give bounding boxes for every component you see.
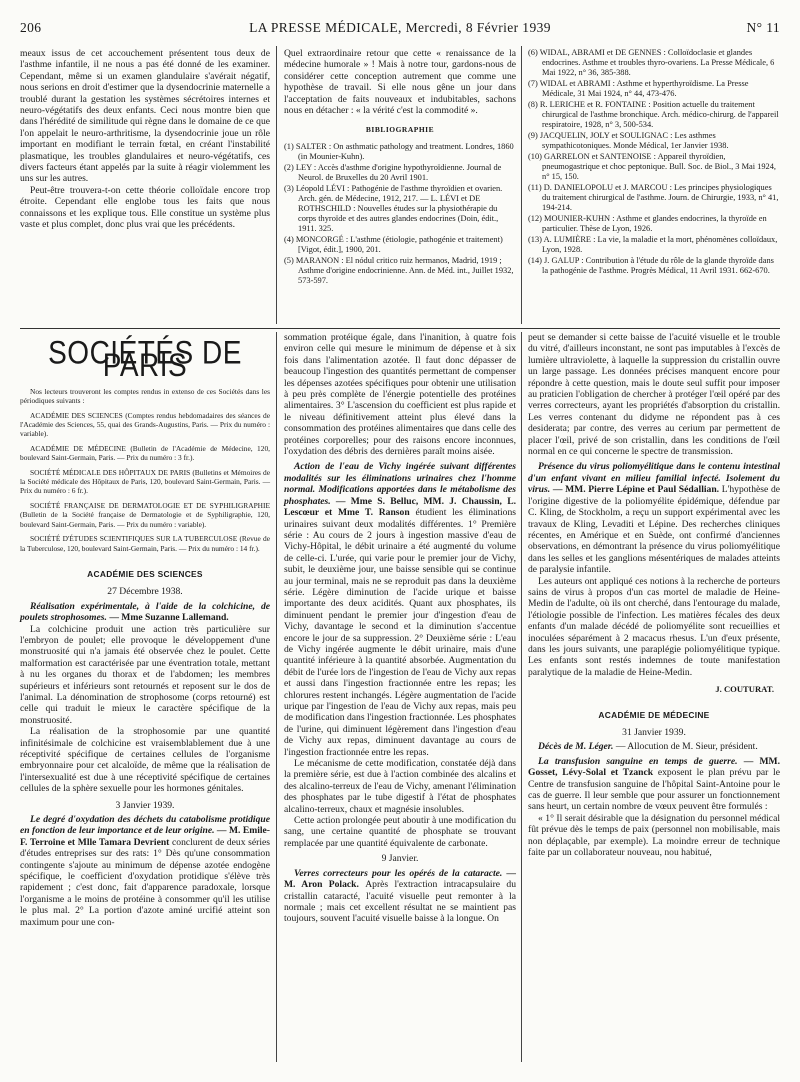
bibliography-title: BIBLIOGRAPHIE [365,125,435,135]
article-author: — MM. Gosset, Lévy-Solal et Tzanck [528,755,780,779]
article-title: Le degré d'oxydation des déchets du catabolisme protidique en fonction de leur importance et de leur origine. [20,814,270,837]
paragraph: Quel extraordinaire retour que cette « renaissance de la médecine humorale » ! Mais à notre tour, gardons-nous de considérer cette conception autrement que comme une hypothèse de travail. Si elle nous gêne un jour dans l'acceptation de faits nouveaux et indubitables, sachons nous en détacher : « la vérité c'est la commodité ». [284,48,516,117]
top-col-3 [528,48,780,277]
society-entry: SOCIÉTÉ FRANÇAISE DE DERMATOLOGIE ET DE SYPHILIGRAPHIE (Bulletin de la Société française de Dermatologie et de Syphiligraphie, 120, boulevard Saint-Germain, Paris. — Prix du numéro : variable). [20,500,270,529]
article-author: — Mme Suzanne Lallemand. [109,612,229,624]
bib-entry: (10) GARRELON et SANTENOISE : Appareil thyroïdien, pneumogastrique et choc peptonique. Bull. Soc. de Biol., 3 Mai 1924, n° 15, 150. [528,152,776,181]
paragraph: « 1° Il serait désirable que la désignation du personnel médical fût prévue dès le temps de paix (personnel non mobilisable, mais non déplaçable, par exemple). La moindre erreur de technique faite par un collaborateur nouveau, nou habitué, [528,812,780,859]
bib-entry: (5) MARANON : El nódul critico ruiz hermanos, Madrid, 1919 ; Asthme d'origine endocrinienne. Ann. de Méd. int., Juillet 1932, 573-597. [284,255,514,285]
article-body: conclurent de deux séries d'études entreprises sur des rats: 1° Dès qu'une consommation contingente s'ajoute au minimum de dépense azotée endogène spécifique, le coefficient d'oxydation protidique s'élève très rapidement ; c'est donc, fait d'apparence paradoxale, lorsque l'organisme a le moins de protéine à consommer qu'il les utilise le plus mal. 2° La portion d'azote aminé urcifié atteint son maximum pour une con- [20,836,270,928]
paragraph: peut se demander si cette baisse de l'acuité visuelle et le trouble du vitré, d'ailleurs inconstant, ne sont pas imputables à l'excès de lumière ultraviolette, à laquelle la suppression du cristallin ouvre un large passage. Les données précises manquent encore pour répondre à cette question, mais le doute seul suffit pour imposer au praticien l'obligation de chercher à protéger l'œil opéré par des verres correcteurs, ayant les propriétés d'absorption du cristallin. Les verres contenant du didyme ne répondent pas à ces desiderata; par contre, des verres au cerium par permettent de placer l'œil, privé de son cristallin, dans les conditions de l'œil normal en ce qui concerne le spectre de transmission. [528,332,780,458]
paragraph: Peut-être trouvera-t-on cette théorie colloïdale encore trop étroite. Cependant elle englobe tous les faits que nous connaissons et les explique tous. Elle constitue un système plus vaste et plus complet, donc plus vrai que les précédents. [20,184,270,231]
section-divider [20,328,780,329]
article-title: La transfusion sanguine en temps de guerre. [538,755,738,767]
session-date: 31 Janvier 1939. [622,727,686,738]
article-body: étudient les éliminations urinaires suivant deux modalités différentes. 1° Première série : Au cours de 2 jours à ingestion massive d'eau de Vichy-Hôpital, le débit urinaire a été augmenté du volume de celle-ci. L'urée, qui varie pour le premier jour de Vichy, subit, le deuxième jour, une baisse sensible qui se continue au jour terminal, mais ne se reproduit pas dans la deuxième série. Légère diminution de l'acide urique et baisse importante des deux acidités. Quant aux phosphates, ils diminuent pendant le premier jour d'ingestion d'eau de Vichy, davantage le second et la diminution s'accentue encore le jour de sa suppression. 2° Deuxième série : L'eau de Vichy ingérée augmente le débit urinaire, mais d'une quantité inférieure à la quantité absorbée. Augmentation du débit de l'urée lors de l'ingestion de l'eau de Vichy aux repas et aussi dans l'ingestion fractionnée entre les repas; les chlorures restent inchangés. Légère augmentation de l'acide urique par l'ingestion de l'eau de Vichy aux repas, mais peu de modification dans l'ingestion fractionnée. Les phosphates de l'urine, qui diminuent légèrement dans l'ingestion d'eau de Vichy aux repas, diminuent davantage au cours de l'ingestion fractionnée entre les repas. [284,507,517,758]
article-title: Présence du virus poliomyélitique dans le contenu intestinal d'un enfant vivant en milieu familial infecté. Isolement du virus. [528,461,780,496]
section-heading: ACADÉMIE DE MÉDECINE [598,709,710,720]
society-entry: ACADÉMIE DES SCIENCES (Comptes rendus hebdomadaires des séances de l'Académie des Sciences, 55, quai des Grands-Augustins, Paris. — Prix du numéro : variable). [20,410,270,439]
section-title: SOCIÉTÉS DE PARIS [48,334,242,384]
column-divider [276,46,277,324]
column-divider [521,46,522,324]
paragraph: La réalisation de la strophosomie par une quantité infinitésimale de colchicine est vraisemblablement due à une réceptivité spécifique de certaines cellules de l'organisme embryonnaire pour cet alcaloïde, de même que la réalisation de l'intersexualité est due à une réceptivité spécifique de certaines cellules de la sphère sexuelle pour les hormones génitales. [20,726,270,795]
article-body: Après l'extraction intracapsulaire du cristallin cataracté, l'acuité visuelle peut remonter à la normale ; mais cet excellent résultat ne se maintient pas toujours, souvent l'acuité visuelle baisse à la longue. On [284,879,516,925]
society-entry: ACADÉMIE DE MÉDECINE (Bulletin de l'Académie de Médecine, 120, boulevard Saint-Germain, Paris. — Prix du numéro : 3 fr.). [20,443,270,463]
session-date: 27 Décembre 1938. [107,586,183,598]
article-author: — M. Emile-F. Terroine et Mlle Tamara Devrient [20,825,270,848]
paragraph: sommation protéique égale, dans l'inanition, à quatre fois environ celle qui mesure le minimum de dépense et à six fois dans l'alimentation azotée. Il faut donc dépasser de beaucoup l'ingestion des quantités permettant de compenser les dépenses azotées spécifiques pour obtenir une utilisation à peu près complète de l'énergie potentielle des protéines alimentaires. 3° L'ascension du coefficient est plus rapide et le niveau définitivement atteint plus élevé dans la consommation des protéines alimentaires que dans celle des protéines corporelles; pour des raisons encore inconnues, l'oxydation des débris des dernières paraît moins aisée. [284,332,516,458]
article-body: — Allocution de M. Sieur, président. [615,741,758,753]
page-number: 206 [20,20,42,35]
bib-entry: (4) MONCORGÉ : L'asthme (étiologie, pathogénie et traitement) [Vigot, édit.], 1900, 201. [284,234,503,254]
bib-entry: (9) JACQUELIN, JOLY et SOULIGNAC : Les asthmes sympathicotoniques. Monde Médical, 1er Janvier 1938. [528,131,729,150]
bottom-col-2 [284,332,516,925]
journal-title: LA PRESSE MÉDICALE, Mercredi, 8 Février 1939 [249,20,551,35]
article-title: Action de l'eau de Vichy ingérée suivant différentes modalités sur les éliminations urinaires chez l'homme normal. Modifications apportées dans le métabolisme des phosphates. [284,461,516,507]
column-divider [521,332,522,1062]
article-title: Verres correcteurs pour les opérés de la cataracte. [294,867,503,879]
section-heading: ACADÉMIE DES SCIENCES [87,568,203,579]
article-author: — Mme S. Belluc, MM. J. Chaussin, L. Lescœur et Mme T. Ranson [284,495,516,519]
bib-entry: (14) J. GALUP : Contribution à l'étude du rôle de la glande thyroïde dans la pathogénie de l'asthme. Progrès Médical, 11 Avril 1931. 662-670. [528,256,774,275]
bottom-col-3 [528,332,780,858]
bib-entry: (13) A. LUMIÈRE : La vie, la maladie et la mort, phénomènes colloïdaux, Lyon, 1928. [528,235,778,254]
paragraph: La colchicine produit une action très particulière sur l'embryon de poulet; elle provoque le développement d'une monstruosité qui n'a jamais été observée chez le poulet. Cette malformation est caractérisée par une éventration totale, mettant à nu les organes du thorax et de l'abdomen; les membres supérieurs et inférieurs sont retournés et reposent sur le dos de l'animal. La dénomination de strophosome (corps retourné) est celle qui traduit le mieux le caractère spécifique de la monstruosité. [20,623,270,726]
bib-entry: (7) WIDAL et ABRAMI : Asthme et hyperthyroïdisme. La Presse Médicale, 31 Mai 1924, n° 44, 473-476. [528,79,749,98]
paragraph: meaux issus de cet accouchement présentent tous deux de l'asthme infantile, il ne nous a pas été donné de les examiner. Cependant, même si un examen glandulaire s'avérait négatif, nous serions en droit d'estimer que la dysendocrinie maternelle a troublé durant la gestation les systèmes sécrétoires internes et neuro-végétatifs des deux enfants. Ceci nous montre bien que dans l'hérédité de similitude qui règne dans le domaine de ce que l'on appelait le neuro-arthritisme, la dysendocrinie joue un rôle important en modifiant le terrain fœtal, en créant l'instabilité plasmatique, les troubles glandulaires et neuro-végétatifs, ces divers facteurs étant appelés par la suite à réagir violemment les uns sur les autres. [20,48,270,185]
article-title: Décès de M. Léger. [538,741,614,753]
bib-entry: (8) R. LERICHE et R. FONTAINE : Position actuelle du traitement chirurgical de l'asthme bronchique. Arch. médico-chirurg. de l'appareil respiratoire, 1928, n° 3, 500-534. [528,100,779,129]
paragraph: Le mécanisme de cette modification, constatée déjà dans la première série, est due à l'action combinée des alcalins et des alcalino-terreux de l'eau de Vichy, amenant l'élimination des phosphates par le tube digestif à l'état de phosphates alcalino-terreux, chaux et magnésie insolubles. [284,758,516,815]
bib-entry: (1) SALTER : On asthmatic pathology and treatment. Londres, 1860 (in Mounier-Kuhn). [284,141,514,161]
article-author: — MM. Pierre Lépine et Paul Sédallian. [552,484,720,496]
page-header [20,20,780,38]
intro-text: Nos lecteurs trouveront les comptes rendus in extenso de ces Sociétés dans les périodiques suivants : [20,386,270,406]
bib-entry: (3) Léopold LÉVI : Pathogénie de l'asthme thyroïdien et ovarien. Arch. gén. de Médecine, 1912, 217. — L. LÉVI et DE ROTHSCHILD : Nouvelles études sur la physiothérapie du corps thyroïde et des autres glandes endocrines (Doin, édit., 1911. 325. [284,183,503,233]
paragraph: Les auteurs ont appliqué ces notions à la recherche de porteurs sains de virus à propos d'un cas mortel de maladie de Heine-Medin de l'adulte, où ils ont cherché, dans l'entourage du malade, l'étiologie possible de l'infection. Les matières fécales des deux enfants d'un malade décédé de poliomyélite sont recueillies et inoculées séparément à 2 macacus rhesus. L'un d'eux présente, dans les jours suivants, une paraplégie poliomyélitique typique. Les enfants sont restés indemnes de toute manifestation paralytique de la maladie de Heine-Medin. [528,575,780,678]
bib-entry: (2) LEY : Accès d'asthme d'origine hypothyroïdienne. Journal de Neurol. de Bruxelles du 20 Avril 1901. [284,162,502,182]
top-col-2 [284,48,516,287]
society-entry: SOCIÉTÉ D'ÉTUDES SCIENTIFIQUES SUR LA TUBERCULOSE (Revue de la Tuberculose, 120, boulevard Saint-Germain, Paris. — Prix du numéro : 14 fr.). [20,534,270,553]
article-body: L'hypothèse de l'origine digestive de la poliomyélite épidémique, défendue par C. Kling, de Stockholm, a reçu un support expérimental avec les travaux de Kling, Levaditi et Lépine. Des recherches cliniques récentes, en Amérique et en Suède, ont confirmé d'anciennes observations, en démontrant la présence du virus poliomyélitique dans les selles et les ganglions mésentériques de malades atteints de paralysie infantile. [528,484,780,576]
article-body: exposent le plan prévu par le Centre de transfusion sanguine de l'hôpital Saint-Antoine pour le cas de guerre. Il leur semble que pour assurer un fonctionnement sans heurt, un certain nombre de vœux peuvent être formulés : [528,767,780,813]
session-date: 9 Janvier. [381,853,419,865]
issue-number: N° 11 [746,20,780,35]
paragraph: Cette action prolongée peut aboutir à une modification du sang, une certaine quantité de phosphate se trouvant remplacée par une quantité équivalente de carbonate. [284,815,516,849]
article-author: — M. Aron Polack. [284,867,516,891]
article-title: Réalisation expérimentale, à l'aide de la colchicine, de poulets strophosomes. [20,600,270,624]
bib-entry: (12) MOUNIER-KUHN : Asthme et glandes endocrines, la thyroïde en particulier. Thèse de Lyon, 1926. [528,214,767,233]
society-entry: SOCIÉTÉ MÉDICALE DES HÔPITAUX DE PARIS (Bulletins et Mémoires de la Société médicale des Hôpitaux de Paris, 120, boulevard Saint-Germain, Paris. — Prix du numéro : 6 fr.). [20,467,270,496]
bib-entry: (6) WIDAL, ABRAMI et DE GENNES : Colloïdoclasie et glandes endocrines. Asthme et troubles thyro-ovariens. La Presse Médicale, 6 Mai 1922, n° 36, 385-388. [528,48,775,77]
bib-entry: (11) D. DANIELOPOLU et J. MARCOU : Les principes physiologiques du traitement chirurgical de l'asthme. Journ. de Chirurgie, 1933, n° 41, 194-214. [528,183,779,212]
top-col-1 [20,48,270,231]
session-date: 3 Janvier 1939. [115,799,175,811]
signature: J. COUTURAT. [715,684,774,695]
bottom-col-1 [20,332,270,928]
column-divider [276,332,277,1062]
